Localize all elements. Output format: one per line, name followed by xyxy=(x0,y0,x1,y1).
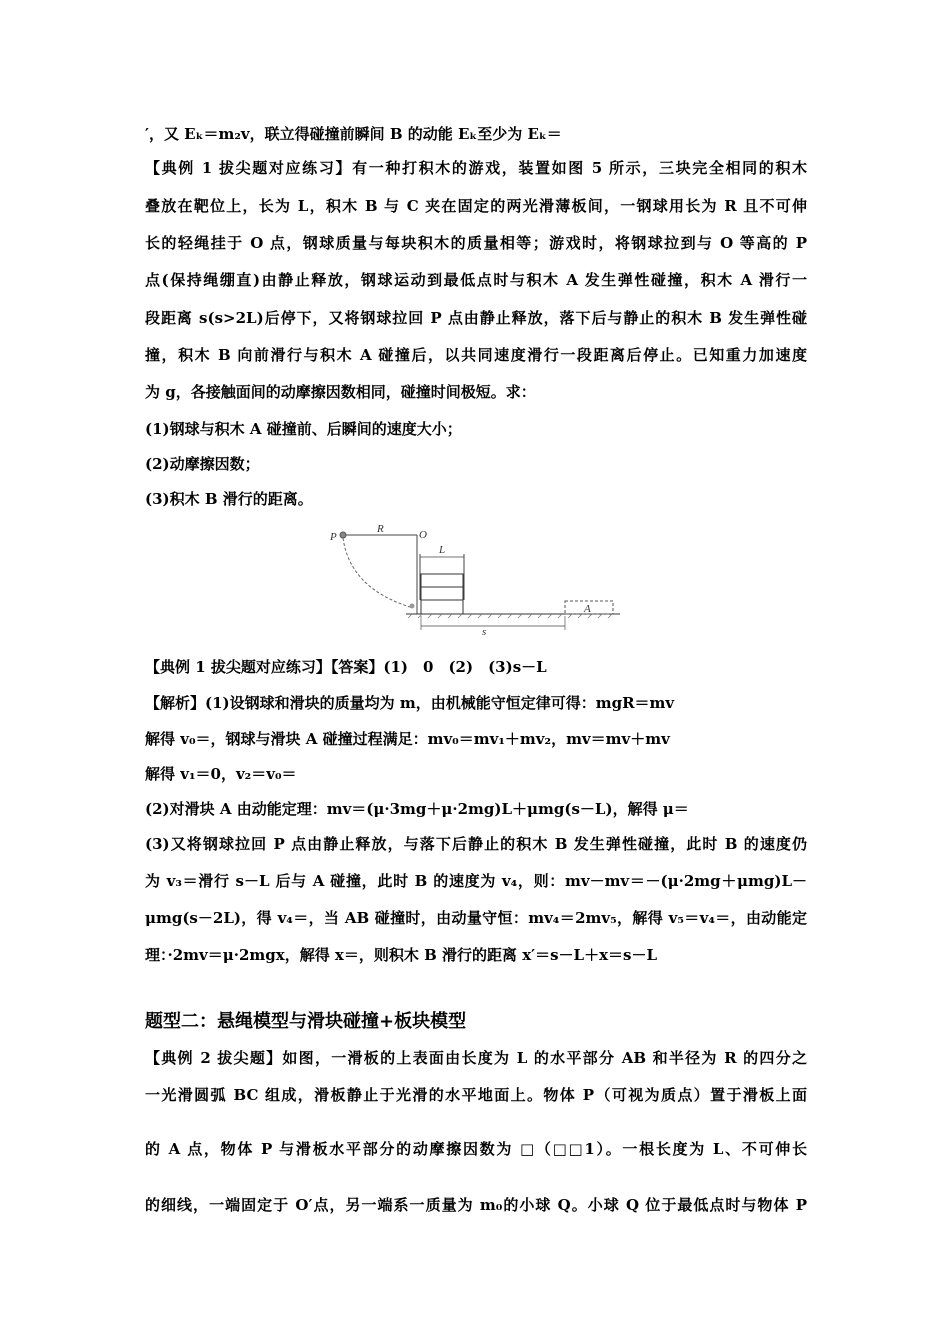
text-line: ′，又 Eₖ＝m₂v，联立得碰撞前瞬间 B 的动能 Eₖ至少为 Eₖ＝ xyxy=(145,125,562,143)
label-s: s xyxy=(482,626,487,638)
label-l: L xyxy=(439,544,446,556)
question-1: (1)钢球与积木 A 碰撞前、后瞬间的速度大小； xyxy=(145,420,462,438)
text-line: 【典例 2 拔尖题】如图，一滑板的上表面由长度为 L 的水平部分 AB 和半径为 R 的四分之 xyxy=(145,1049,807,1067)
text-line: 长的轻绳挂于 O 点，钢球质量与每块积木的质量相等；游戏时，将钢球拉到与 O 等高的 P xyxy=(145,234,807,252)
steel-ball xyxy=(340,532,346,538)
label-o: O xyxy=(419,529,427,541)
question-3: (3)积木 B 滑行的距离。 xyxy=(145,490,313,508)
text-line: 为 g，各接触面间的动摩擦因数相同，碰撞时间极短。求： xyxy=(145,383,536,401)
block-c xyxy=(421,574,463,587)
text-line: 一光滑圆弧 BC 组成，滑板静止于光滑的水平地面上。物体 P（可视为质点）置于滑板上面 xyxy=(145,1086,807,1104)
text-line: 叠放在靶位上，长为 L，积木 B 与 C 夹在固定的两光滑薄板间，一钢球用长为 R 且不可伸 xyxy=(145,197,807,215)
solution-line: 解得 v₀＝，钢球与滑块 A 碰撞过程满足：mv₀＝mv₁＋mv₂，mv＝mv＋mv xyxy=(145,730,670,748)
text-line: 【典例 1 拔尖题对应练习】有一种打积木的游戏，装置如图 5 所示，三块完全相同的积木 xyxy=(145,159,807,177)
block-a xyxy=(421,600,463,614)
text-line: 的 A 点，物体 P 与滑板水平部分的动摩擦因数为 □（□□1）。一根长度为 L、不可伸长 xyxy=(145,1140,807,1158)
label-a-moved: A xyxy=(584,603,591,615)
block-game-figure xyxy=(320,518,640,640)
text-line: 撞，积木 B 向前滑行与积木 A 碰撞后，以共同速度滑行一段距离后停止。已知重力加速度 xyxy=(145,346,807,364)
label-r: R xyxy=(377,523,384,535)
label-p: P xyxy=(330,531,337,543)
solution-line: (2)对滑块 A 由动能定理：mv＝(μ·3mg＋μ·2mg)L＋μmg(s－L)，解得 μ＝ xyxy=(145,800,689,818)
solution-line: 【解析】(1)设钢球和滑块的质量均为 m，由机械能守恒定律可得：mgR＝mv xyxy=(145,694,675,712)
solution-line: 为 v₃＝滑行 s－L 后与 A 碰撞，此时 B 的速度为 v₄，则：mv－mv＝－(μ·2mg＋μmg)L－ xyxy=(145,872,807,890)
text-line: 点(保持绳绷直)由静止释放，钢球运动到最低点时与积木 A 发生弹性碰撞，积木 A 滑行一 xyxy=(145,271,807,289)
question-2: (2)动摩擦因数； xyxy=(145,455,260,473)
block-b xyxy=(421,587,463,600)
text-line: 段距离 s(s>2L)后停下，又将钢球拉回 P 点由静止释放，落下后与静止的积木 B 发生弹性碰 xyxy=(145,309,807,327)
solution-line: 解得 v₁＝0，v₂＝v₀＝ xyxy=(145,765,297,783)
text-line: 的细线，一端固定于 O′点，另一端系一质量为 m₀的小球 Q。小球 Q 位于最低点时与物体 P xyxy=(145,1196,807,1214)
solution-line: (3)又将钢球拉回 P 点由静止释放，与落下后静止的积木 B 发生弹性碰撞，此时 B 的速度仍 xyxy=(145,835,807,853)
solution-line: μmg(s－2L)，得 v₄＝，当 AB 碰撞时，由动量守恒：mv₄＝2mv₅，解得 v₅＝v₄＝，由动能定 xyxy=(145,909,807,927)
section-title: 题型二：悬绳模型与滑块碰撞+板块模型 xyxy=(145,1011,467,1032)
answer-line: 【典例 1 拔尖题对应练习】【答案】(1) 0 (2) (3)s－L xyxy=(145,658,547,676)
ball-path xyxy=(343,538,410,607)
solution-line: 理：·2mv＝μ·2mgx，解得 x＝，则积木 B 滑行的距离 x′＝s－L＋x＝s－L xyxy=(145,946,658,964)
